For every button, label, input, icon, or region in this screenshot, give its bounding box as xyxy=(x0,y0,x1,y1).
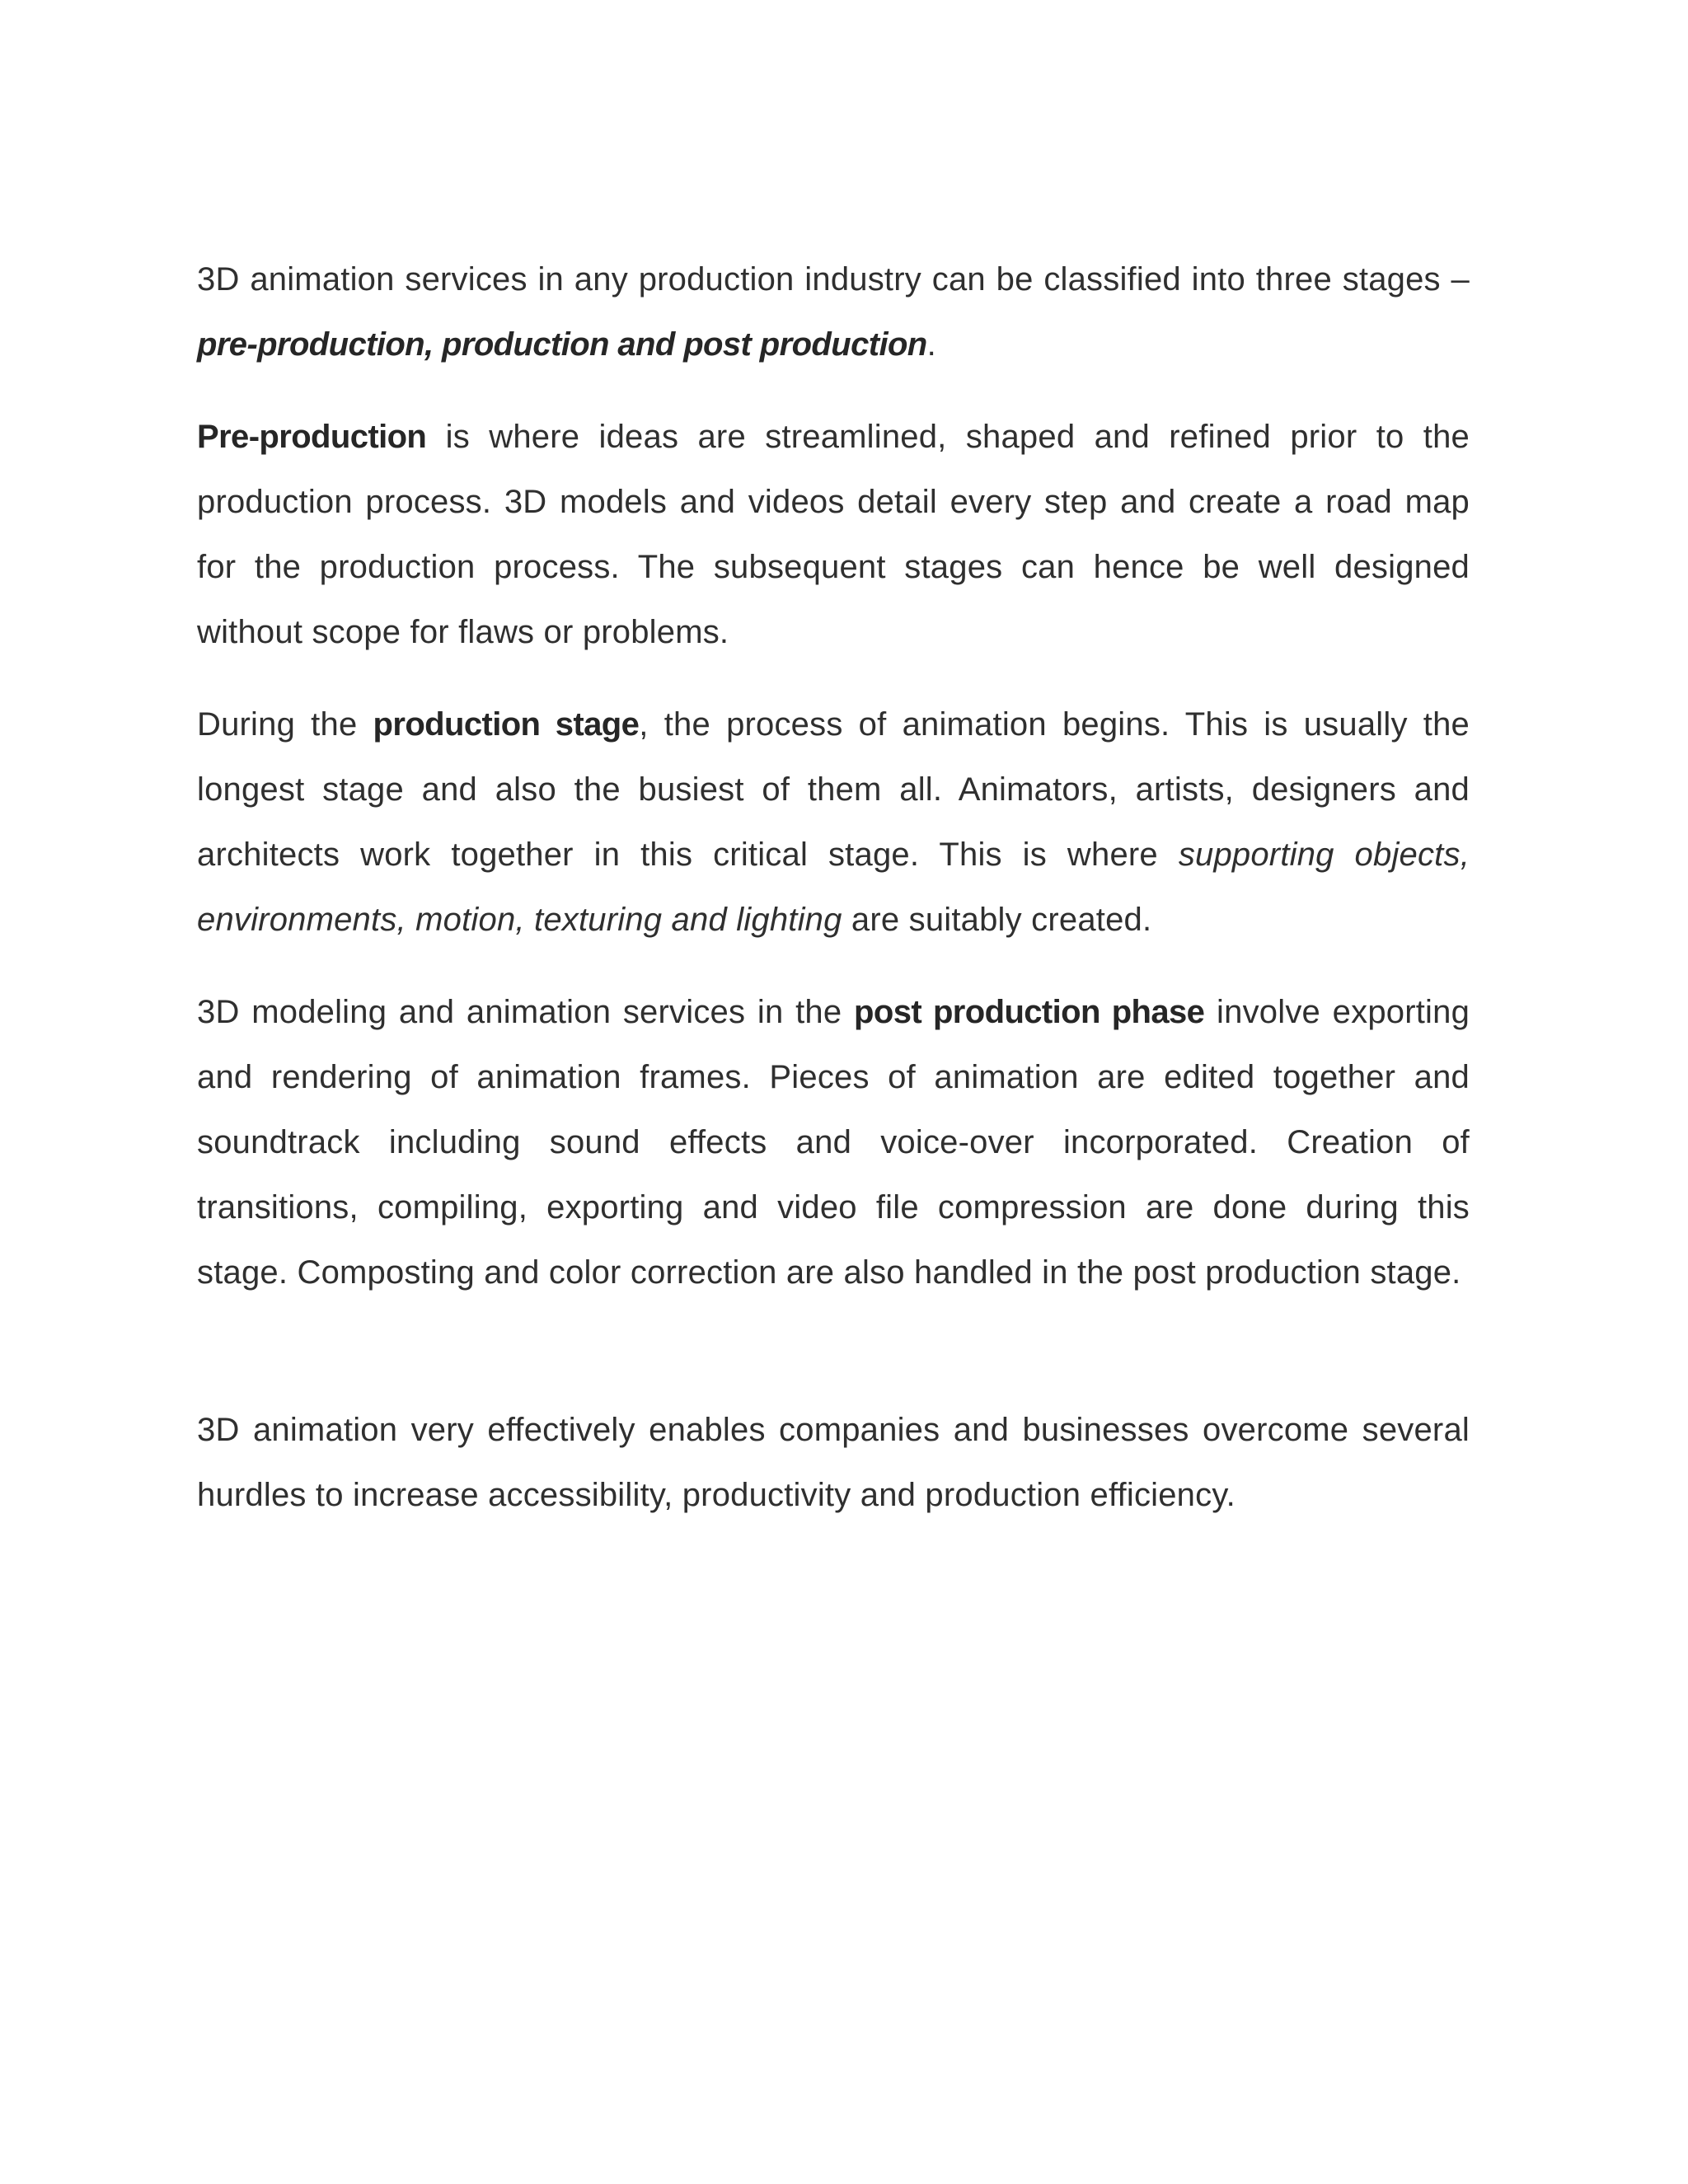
post-production-text-2: involve exporting and rendering of animation frames. Pieces of animation are edited together and soundtrack including sound effects and voice-over incorporated. Creation of transitions, compiling, exporting and video file compression are done during this stage. Composting and color correction are also handled in the post production stage. xyxy=(197,994,1470,1291)
production-text-2: , the process of animation begins. This is usually the longest stage and also the busiest of them all. Animators, artists, designers and architects work together in this critical stage. This is where xyxy=(197,706,1470,873)
pre-production-heading: Pre-production xyxy=(197,419,427,455)
intro-paragraph xyxy=(197,247,1470,377)
production-emphasis: supporting objects, environments, motion, texturing and lighting xyxy=(197,837,1470,938)
pre-production-paragraph xyxy=(197,405,1470,665)
production-paragraph xyxy=(197,692,1470,953)
post-production-heading: post production phase xyxy=(854,994,1205,1030)
conclusion-paragraph xyxy=(197,1398,1470,1528)
conclusion-text: 3D animation very effectively enables companies and businesses overcome several hurdles to increase accessibility, productivity and production efficiency. xyxy=(197,1412,1470,1513)
production-text-1: During the xyxy=(197,706,373,743)
post-production-text-1: 3D modeling and animation services in the xyxy=(197,994,855,1030)
stages-emphasis: pre-production, production and post production xyxy=(197,326,927,363)
intro-text: 3D animation services in any production industry can be classified into three stages – xyxy=(197,261,1470,298)
document-body xyxy=(197,247,1470,1555)
pre-production-text: is where ideas are streamlined, shaped and refined prior to the production process. 3D models and videos detail every step and create a road map for the production process. The subsequent stages can hence be well designed without scope for flaws or problems. xyxy=(197,419,1470,650)
intro-period: . xyxy=(926,326,936,363)
post-production-paragraph xyxy=(197,980,1470,1305)
production-heading: production stage xyxy=(373,706,640,743)
production-text-3: are suitably created. xyxy=(842,902,1152,938)
